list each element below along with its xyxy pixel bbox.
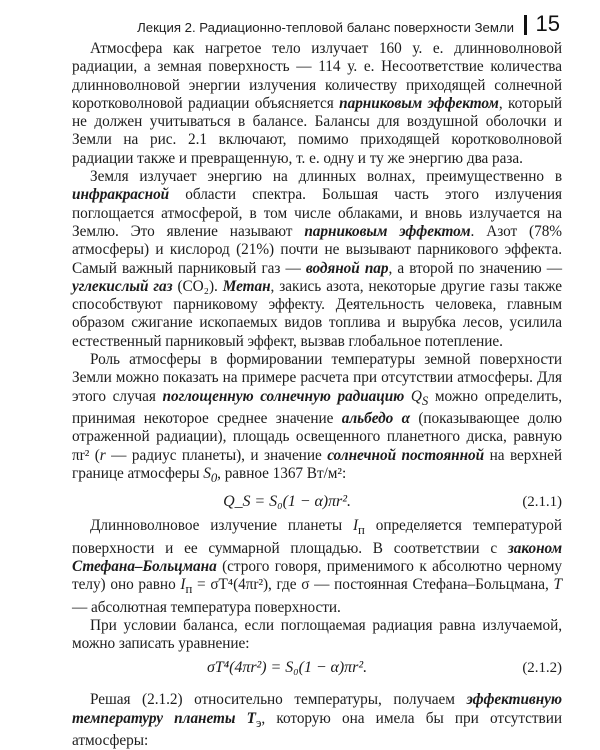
header-title: Лекция 2. Радиационно-тепловой баланс поверхности Земли [137,20,515,35]
equation-2-1-2 [72,653,562,683]
term-greenhouse-effect-2: парниковым эффектом [304,222,471,240]
equation-expression: Q_S = S₀(1 − α)πr². [223,493,351,511]
term-infrared: инфракрасной [72,186,170,204]
term-absorbed-radiation: поглощенную солнечную радиацию [162,387,405,405]
paragraph-2: Земля излучает энергию на длинных волнах, преимущественно в инфракрасной области спектра. Большая часть этого излучения поглощается атмосферой, в том числе облаками, и вновь излучается на Землю. Это явление называют парниковым эффектом. Азот (78% атмосферы) и кислород (21%) почти не вызывают парникового эффекта. Самый важный парниковый газ — водяной пар, а второй по значению — углекислый газ (CO₂). Метан, закись азота, некоторые другие газы также способствуют парниковому эффекту. Деятельность человека, главным образом сжигание ископаемых видов топлива и вырубка лесов, усилила естественный парниковый эффект, вызвав глобальное потепление. [72,168,563,350]
paragraph-4: Длинноволновое излучение планеты $I_п$ определяется температурой поверхности и ее суммарной площадью. В соответствии с законом Стефана–Больцмана (строго говоря, применимого к абсолютно черному телу) оно равно $I_п = \sigma T^4(4\pi r^2)$, где σ — постоянная Стефана–Больцмана, T — абсолютная температура поверхности. [72,517,563,616]
equation-2-1-1 [72,487,562,517]
running-header [0,7,600,35]
body-text [72,40,562,750]
term-solar-constant: солнечной постоянной [327,446,485,464]
term-methane: Метан [222,277,271,295]
equation-expression: σT⁴(4πr²) = S₀(1 − α)πr². [206,659,368,677]
term-albedo: альбедо α [341,409,410,427]
equation-number: (2.1.2) [522,660,562,677]
paragraph-6: Решая (2.1.2) относительно температуры, получаем эффективную температуру планеты $T_э$, которую она имела бы при отсутствии атмосферы: [72,691,562,750]
header-divider [524,15,527,35]
paragraph-1: Атмосфера как нагретое тело излучает 160 у. е. длинноволновой радиации, а земная поверхность — 114 у. е. Несоответствие количества длинноволновой энергии излучения количеству приходящей солнечной коротковолновой радиации объясняется парниковым эффектом, который не должен учитываться в балансе. Балансы для воздушной оболочки и Земли на рис. 2.1 включают, помимо приходящей коротковолновой радиации также и превращенную, т. е. одну и ту же энергию два раза. [72,40,563,167]
paragraph-3: Роль атмосферы в формировании температуры земной поверхности Земли можно показать на примере расчета при отсутствии атмосферы. Для этого случая поглощенную солнечную радиацию $Q_S$ можно определить, принимая некоторое среднее значение альбедо α (показывающее долю отраженной радиации), площадь освещенного планетного диска, равную πr² (r — радиус планеты), и значение солнечной постоянной на верхней границе атмосферы $S_0$, равное 1367 Вт/м²: [72,351,563,485]
term-water-vapor: водяной пар [305,259,389,277]
equation-number: (2.1.1) [522,494,562,511]
paragraph-5: При условии баланса, если поглощаемая радиация равна излучаемой, можно записать уравнение: [72,616,562,653]
page-number: 15 [535,11,560,36]
term-effective-temperature: эффективную температуру планеты [72,691,562,727]
term-greenhouse-effect: парниковым эффектом [339,94,499,112]
term-carbon-dioxide: углекислый газ [72,277,173,295]
term-stefan-boltzmann-law: законом Стефана–Больцмана [72,539,562,575]
